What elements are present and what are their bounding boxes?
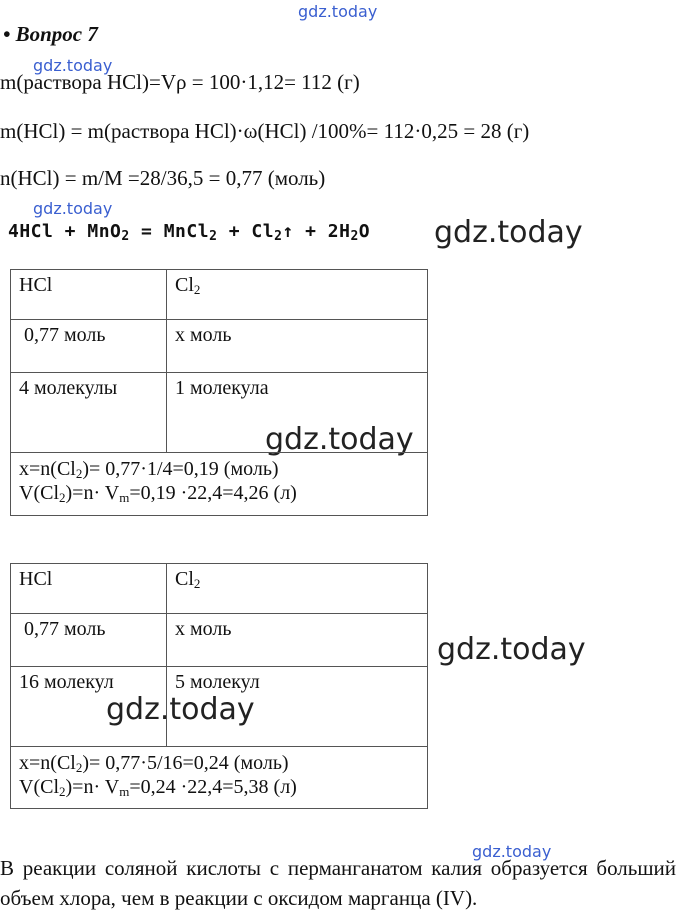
watermark: gdz.today (33, 199, 113, 218)
hcl-moles-line: n(HCl) = m/M =28/36,5 = 0,77 (моль) (0, 166, 326, 190)
table-cell: 4 молекулы (11, 373, 167, 453)
question-heading: • Вопрос 7 (3, 22, 98, 46)
table-cell: $Cl_2$ (167, 564, 428, 614)
reaction-equation: 4HCl + MnO$_2$ = MnCl$_2$ + $Cl_2↑ + 2H_2O$ (8, 221, 371, 244)
table-cell: HCl (11, 270, 167, 320)
watermark: gdz.today (437, 632, 586, 667)
table-cell: x моль (167, 320, 428, 373)
proportion-table-1 (10, 269, 428, 516)
hcl-mass-line: m(HCl) = m(раствора HCl)·ω(HCl) /100%= 112·0,25 = 28 (г) (0, 119, 530, 143)
watermark: gdz.today (106, 692, 255, 727)
table-cell: 0,77 моль (11, 320, 167, 373)
watermark: gdz.today (472, 842, 552, 861)
table-cell: HCl (11, 564, 167, 614)
watermark: gdz.today (298, 2, 378, 21)
watermark: gdz.today (33, 56, 113, 75)
watermark: gdz.today (265, 422, 414, 457)
table-calc-cell: $x=n(Cl_2)= 0,77\cdot 5/16=0,24$ (моль) $V(Cl_2)=n\cdot V_m=0,24 \cdot 22,4=5,38$ (л) (11, 747, 428, 809)
proportion-table-2 (10, 563, 428, 809)
conclusion-paragraph: В реакции соляной кислоты с перманганатом калия образуется больший объем хлора, чем в реакции с оксидом марганца (IV). (0, 856, 676, 910)
table-cell: x моль (167, 614, 428, 667)
watermark: gdz.today (434, 215, 583, 250)
table-cell: 16 молекул (11, 667, 167, 747)
table-cell: 1 молекула (167, 373, 428, 453)
table-calc-cell: $x=n(Cl_2)= 0,77\cdot 1/4=0,19$ (моль) $V(Cl_2)=n\cdot V_m=0,19 \cdot 22,4=4,26$ (л) (11, 453, 428, 516)
table-cell: 0,77 моль (11, 614, 167, 667)
table-cell: $Cl_2$ (167, 270, 428, 320)
solution-mass-line: m(раствора HCl)=Vρ = 100·1,12= 112 (г) (0, 70, 360, 94)
table-cell: 5 молекул (167, 667, 428, 747)
